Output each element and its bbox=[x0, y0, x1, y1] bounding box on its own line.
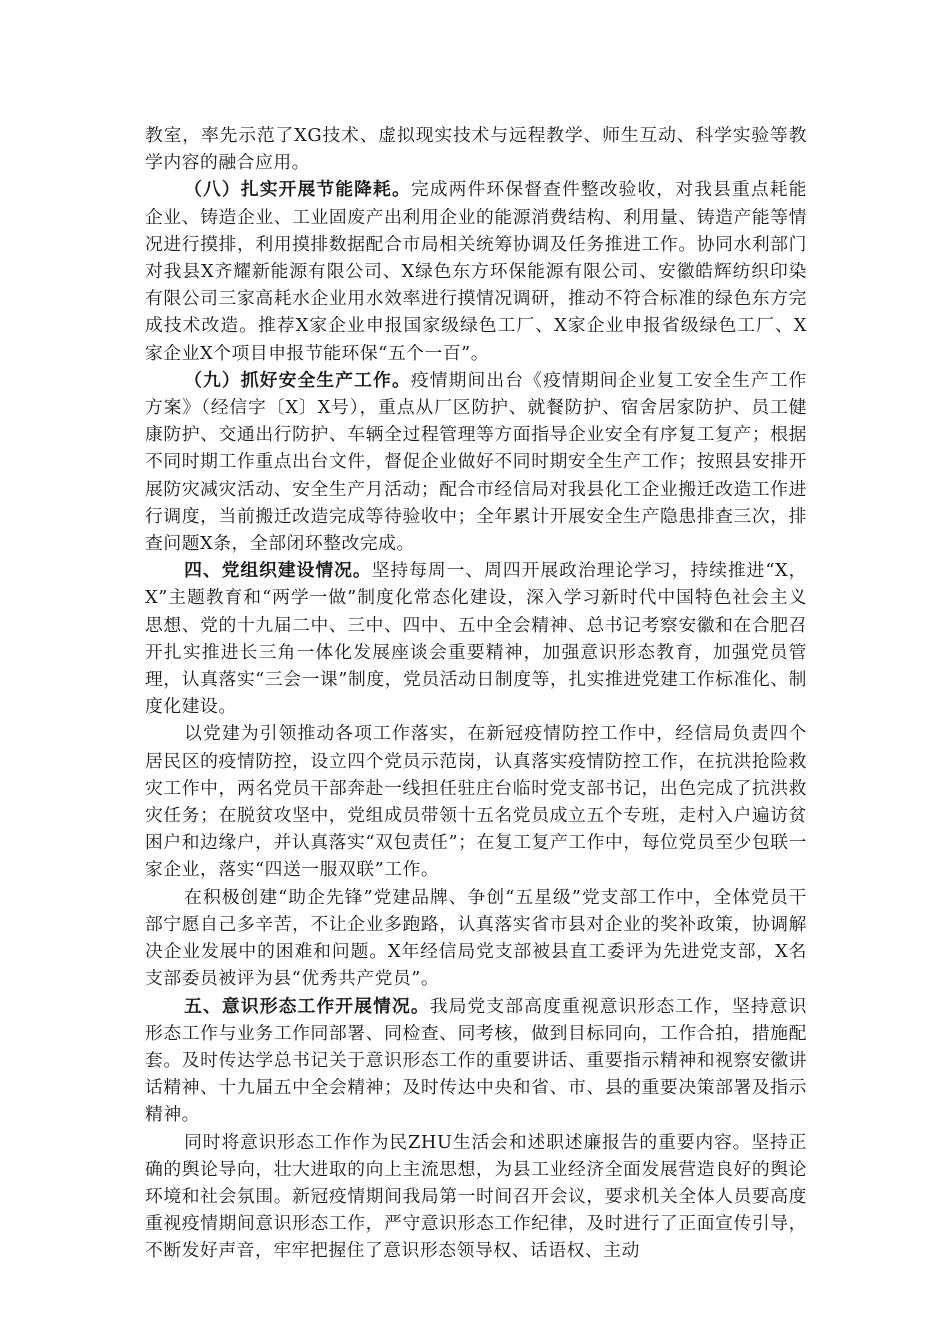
paragraph-text: 我局党支部高度重视意识形态工作，坚持意识形态工作与业务工作同部署、同检查、同考核，做到目标同向，工作合拍，措施配套。及时传达学总书记关于意识形态工作的重要讲话、重要指示精神和视察安徽讲话精神、十九届五中全会精神；及时传达中央和省、市、县的重要决策部署及指示精神。 bbox=[145, 995, 807, 1126]
paragraph-ideology-continued bbox=[145, 1129, 807, 1265]
paragraph-party-brand bbox=[145, 884, 807, 993]
paragraph-text: 疫情期间出台《疫情期间企业复工安全生产工作方案》（经信字〔X〕X号），重点从厂区防护、就餐防护、宿舍居家防护、员工健康防护、交通出行防护、车辆全过程管理等方面指导企业安全有序复工复产；根据不同时期工作重点出台文件，督促企业做好不同时期安全生产工作；按照县安排开展防灾减灾活动、安全生产月活动；配合市经信局对我县化工企业搬迁改造工作进行调度，当前搬迁改造完成等待验收中；全年累计开展安全生产隐患排查三次，排查问题X条，全部闭环整改完成。 bbox=[145, 369, 807, 555]
section-heading: （九）抓好安全生产工作。 bbox=[184, 369, 411, 391]
paragraph-safety-production bbox=[145, 367, 807, 557]
paragraph-text: 完成两件环保督查件整改验收，对我县重点耗能企业、铸造企业、工业固废产出利用企业的能源消费结构、利用量、铸造产能等情况进行摸排，利用摸排数据配合市局相关统筹协调及任务推进工作。协同水利部门对我县X齐耀新能源有限公司、X绿色东方环保能源有限公司、安徽皓辉纺织印染有限公司三家高耗水企业用水效率进行摸情况调研，推动不符合标准的绿色东方完成技术改造。推荐X家企业申报国家级绿色工厂、X家企业申报省级绿色工厂、X家企业X个项目申报节能环保“五个一百”。 bbox=[145, 179, 807, 364]
paragraph-text: 以党建为引领推动各项工作落实，在新冠疫情防控工作中，经信局负责四个居民区的疫情防控，设立四个党员示范岗，认真落实疫情防控工作，在抗洪抢险救灾工作中，两名党员干部奔赴一线担任驻庄台临时党支部书记，出色完成了抗洪救灾任务；在脱贫攻坚中，党组成员带领十五名党员成立五个专班，走村入户遍访贫困户和边缘户，并认真落实“双包责任”；在复工复产工作中，每位党员至少包联一家企业，落实“四送一服双联”工作。 bbox=[145, 723, 807, 881]
document-body bbox=[145, 122, 807, 1265]
paragraph-party-leadership bbox=[145, 720, 807, 883]
paragraph-energy-saving bbox=[145, 176, 807, 366]
paragraph-text: 在积极创建“助企先锋”党建品牌、争创“五星级”党支部工作中，全体党员干部宁愿自己多辛苦，不让企业多跑路，认真落实省市县对企业的奖补政策，协调解决企业发展中的困难和问题。X年经信局党支部被县直工委评为先进党支部，X名支部委员被评为县“优秀共产党员”。 bbox=[145, 886, 807, 990]
paragraph-text: 教室，率先示范了XG技术、虚拟现实技术与远程教学、师生互动、科学实验等教学内容的融合应用。 bbox=[145, 125, 807, 174]
paragraph-text: 坚持每周一、周四开展政治理论学习，持续推进“X，X”主题教育和“两学一做”制度化常态化建设，深入学习新时代中国特色社会主义思想、党的十九届二中、三中、四中、五中全会精神、总书记考察安徽和在合肥召开扎实推进长三角一体化发展座谈会重要精神，加强意识形态教育，加强党员管理，认真落实“三会一课”制度，党员活动日制度等，扎实推进党建工作标准化、制度化建设。 bbox=[145, 560, 807, 718]
paragraph-ideology-work bbox=[145, 993, 807, 1129]
section-heading: （八）扎实开展节能降耗。 bbox=[184, 179, 411, 201]
section-heading: 五、意识形态工作开展情况。 bbox=[184, 995, 430, 1017]
paragraph-text: 同时将意识形态工作作为民ZHU生活会和述职述廉报告的重要内容。坚持正确的舆论导向，壮大进取的向上主流思想，为县工业经济全面发展营造良好的舆论环境和社会氛围。新冠疫情期间我局第一时间召开会议，要求机关全体人员要高度重视疫情期间意识形态工作，严守意识形态工作纪律，及时进行了正面宣传引导，不断发好声音，牢牢把握住了意识形态领导权、话语权、主动 bbox=[145, 1131, 807, 1262]
section-heading: 四、党组织建设情况。 bbox=[184, 560, 372, 582]
paragraph-continuation bbox=[145, 122, 807, 176]
paragraph-party-building bbox=[145, 557, 807, 720]
